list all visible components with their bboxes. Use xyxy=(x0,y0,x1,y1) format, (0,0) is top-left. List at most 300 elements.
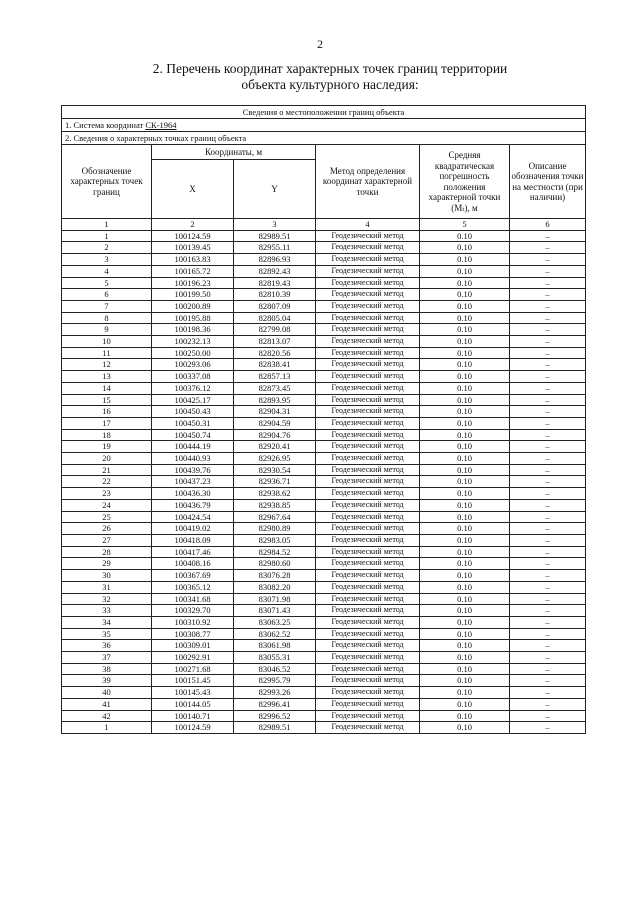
error-cell: 0.10 xyxy=(420,605,510,617)
error-cell: 0.10 xyxy=(420,359,510,371)
table-row xyxy=(62,371,586,383)
table-row xyxy=(62,441,586,453)
point-id-cell: 33 xyxy=(62,605,152,617)
y-coordinate-cell: 82980.60 xyxy=(234,558,316,570)
method-cell: Геодезический метод xyxy=(316,441,420,453)
x-coordinate-cell: 100337.08 xyxy=(152,371,234,383)
error-cell: 0.10 xyxy=(420,663,510,675)
method-cell: Геодезический метод xyxy=(316,605,420,617)
table-row xyxy=(62,640,586,652)
x-coordinate-cell: 100310.92 xyxy=(152,616,234,628)
point-id-cell: 11 xyxy=(62,347,152,359)
x-coordinate-cell: 100444.19 xyxy=(152,441,234,453)
error-cell: 0.10 xyxy=(420,488,510,500)
x-coordinate-cell: 100163.83 xyxy=(152,254,234,266)
x-coordinate-cell: 100450.74 xyxy=(152,429,234,441)
description-cell: – xyxy=(510,242,586,254)
error-cell: 0.10 xyxy=(420,441,510,453)
method-cell: Геодезический метод xyxy=(316,558,420,570)
error-cell: 0.10 xyxy=(420,429,510,441)
table-row xyxy=(62,429,586,441)
description-cell: – xyxy=(510,277,586,289)
header-method: Метод определения координат характерной точки xyxy=(316,145,420,219)
y-coordinate-cell: 82955.11 xyxy=(234,242,316,254)
table-row xyxy=(62,710,586,722)
method-cell: Геодезический метод xyxy=(316,371,420,383)
table-row xyxy=(62,382,586,394)
method-cell: Геодезический метод xyxy=(316,698,420,710)
error-cell: 0.10 xyxy=(420,277,510,289)
x-coordinate-cell: 100419.02 xyxy=(152,523,234,535)
y-coordinate-cell: 83055.31 xyxy=(234,652,316,664)
x-coordinate-cell: 100418.09 xyxy=(152,534,234,546)
error-cell: 0.10 xyxy=(420,546,510,558)
header-y: Y xyxy=(234,160,316,219)
y-coordinate-cell: 82810.39 xyxy=(234,289,316,301)
method-cell: Геодезический метод xyxy=(316,300,420,312)
table-row xyxy=(62,663,586,675)
method-cell: Геодезический метод xyxy=(316,628,420,640)
x-coordinate-cell: 100436.79 xyxy=(152,499,234,511)
table-row xyxy=(62,488,586,500)
method-cell: Геодезический метод xyxy=(316,546,420,558)
heading-line-2: объекта культурного наследия: xyxy=(241,77,419,92)
description-cell: – xyxy=(510,394,586,406)
description-cell: – xyxy=(510,616,586,628)
y-coordinate-cell: 82983.05 xyxy=(234,534,316,546)
table-row xyxy=(62,675,586,687)
table-row xyxy=(62,558,586,570)
method-cell: Геодезический метод xyxy=(316,616,420,628)
table-row xyxy=(62,534,586,546)
x-coordinate-cell: 100308.77 xyxy=(152,628,234,640)
method-cell: Геодезический метод xyxy=(316,534,420,546)
table-row xyxy=(62,265,586,277)
y-coordinate-cell: 82813.07 xyxy=(234,336,316,348)
x-coordinate-cell: 100151.45 xyxy=(152,675,234,687)
method-cell: Геодезический метод xyxy=(316,523,420,535)
y-coordinate-cell: 83082.20 xyxy=(234,581,316,593)
error-cell: 0.10 xyxy=(420,312,510,324)
coordinate-system xyxy=(62,119,586,132)
point-id-cell: 21 xyxy=(62,464,152,476)
x-coordinate-cell: 100425.17 xyxy=(152,394,234,406)
point-id-cell: 37 xyxy=(62,652,152,664)
y-coordinate-cell: 83071.98 xyxy=(234,593,316,605)
point-id-cell: 13 xyxy=(62,371,152,383)
point-id-cell: 1 xyxy=(62,722,152,734)
y-coordinate-cell: 82989.51 xyxy=(234,722,316,734)
error-cell: 0.10 xyxy=(420,652,510,664)
y-coordinate-cell: 83076.28 xyxy=(234,570,316,582)
method-cell: Геодезический метод xyxy=(316,593,420,605)
point-id-cell: 9 xyxy=(62,324,152,336)
description-cell: – xyxy=(510,429,586,441)
y-coordinate-cell: 82984.52 xyxy=(234,546,316,558)
error-cell: 0.10 xyxy=(420,300,510,312)
table-row xyxy=(62,523,586,535)
x-coordinate-cell: 100450.43 xyxy=(152,406,234,418)
table-row xyxy=(62,277,586,289)
method-cell: Геодезический метод xyxy=(316,687,420,699)
error-cell: 0.10 xyxy=(420,324,510,336)
y-coordinate-cell: 82980.89 xyxy=(234,523,316,535)
method-cell: Геодезический метод xyxy=(316,570,420,582)
point-id-cell: 25 xyxy=(62,511,152,523)
error-cell: 0.10 xyxy=(420,616,510,628)
method-cell: Геодезический метод xyxy=(316,675,420,687)
column-numbers-row xyxy=(62,219,586,231)
x-coordinate-cell: 100292.91 xyxy=(152,652,234,664)
error-cell: 0.10 xyxy=(420,675,510,687)
point-id-cell: 16 xyxy=(62,406,152,418)
point-id-cell: 30 xyxy=(62,570,152,582)
method-cell: Геодезический метод xyxy=(316,242,420,254)
x-coordinate-cell: 100124.59 xyxy=(152,230,234,242)
table-row xyxy=(62,581,586,593)
table-row xyxy=(62,230,586,242)
description-cell: – xyxy=(510,289,586,301)
method-cell: Геодезический метод xyxy=(316,265,420,277)
y-coordinate-cell: 82996.41 xyxy=(234,698,316,710)
error-cell: 0.10 xyxy=(420,722,510,734)
header-coordinates: Координаты, м xyxy=(152,145,316,160)
point-id-cell: 36 xyxy=(62,640,152,652)
table-row xyxy=(62,464,586,476)
method-cell: Геодезический метод xyxy=(316,277,420,289)
error-cell: 0.10 xyxy=(420,581,510,593)
point-id-cell: 28 xyxy=(62,546,152,558)
method-cell: Геодезический метод xyxy=(316,488,420,500)
table-row xyxy=(62,359,586,371)
column-number: 2 xyxy=(152,219,234,231)
column-number: 6 xyxy=(510,219,586,231)
description-cell: – xyxy=(510,359,586,371)
table-row xyxy=(62,698,586,710)
description-cell: – xyxy=(510,675,586,687)
point-id-cell: 15 xyxy=(62,394,152,406)
description-cell: – xyxy=(510,523,586,535)
point-id-cell: 2 xyxy=(62,242,152,254)
y-coordinate-cell: 83046.52 xyxy=(234,663,316,675)
error-cell: 0.10 xyxy=(420,382,510,394)
point-id-cell: 38 xyxy=(62,663,152,675)
y-coordinate-cell: 82904.76 xyxy=(234,429,316,441)
method-cell: Геодезический метод xyxy=(316,499,420,511)
table-row xyxy=(62,499,586,511)
point-id-cell: 41 xyxy=(62,698,152,710)
point-id-cell: 26 xyxy=(62,523,152,535)
method-cell: Геодезический метод xyxy=(316,511,420,523)
description-cell: – xyxy=(510,710,586,722)
y-coordinate-cell: 82819.43 xyxy=(234,277,316,289)
table-row xyxy=(62,570,586,582)
description-cell: – xyxy=(510,300,586,312)
description-cell: – xyxy=(510,464,586,476)
y-coordinate-cell: 83063.25 xyxy=(234,616,316,628)
point-id-cell: 3 xyxy=(62,254,152,266)
y-coordinate-cell: 82857.13 xyxy=(234,371,316,383)
description-cell: – xyxy=(510,441,586,453)
description-cell: – xyxy=(510,534,586,546)
method-cell: Геодезический метод xyxy=(316,429,420,441)
x-coordinate-cell: 100140.71 xyxy=(152,710,234,722)
error-cell: 0.10 xyxy=(420,523,510,535)
error-cell: 0.10 xyxy=(420,347,510,359)
x-coordinate-cell: 100309.01 xyxy=(152,640,234,652)
y-coordinate-cell: 82930.54 xyxy=(234,464,316,476)
x-coordinate-cell: 100437.23 xyxy=(152,476,234,488)
table-row xyxy=(62,394,586,406)
method-cell: Геодезический метод xyxy=(316,382,420,394)
table-row xyxy=(62,605,586,617)
y-coordinate-cell: 83061.98 xyxy=(234,640,316,652)
y-coordinate-cell: 82896.93 xyxy=(234,254,316,266)
description-cell: – xyxy=(510,628,586,640)
x-coordinate-cell: 100439.76 xyxy=(152,464,234,476)
point-id-cell: 27 xyxy=(62,534,152,546)
y-coordinate-cell: 82873.45 xyxy=(234,382,316,394)
method-cell: Геодезический метод xyxy=(316,394,420,406)
y-coordinate-cell: 82936.71 xyxy=(234,476,316,488)
description-cell: – xyxy=(510,347,586,359)
point-id-cell: 5 xyxy=(62,277,152,289)
point-id-cell: 6 xyxy=(62,289,152,301)
x-coordinate-cell: 100424.54 xyxy=(152,511,234,523)
method-cell: Геодезический метод xyxy=(316,453,420,465)
error-cell: 0.10 xyxy=(420,394,510,406)
y-coordinate-cell: 82904.59 xyxy=(234,417,316,429)
error-cell: 0.10 xyxy=(420,406,510,418)
x-coordinate-cell: 100341.68 xyxy=(152,593,234,605)
description-cell: – xyxy=(510,722,586,734)
point-id-cell: 17 xyxy=(62,417,152,429)
y-coordinate-cell: 82893.95 xyxy=(234,394,316,406)
table-row xyxy=(62,300,586,312)
point-id-cell: 8 xyxy=(62,312,152,324)
method-cell: Геодезический метод xyxy=(316,722,420,734)
y-coordinate-cell: 82995.79 xyxy=(234,675,316,687)
table-row xyxy=(62,254,586,266)
point-id-cell: 20 xyxy=(62,453,152,465)
point-id-cell: 1 xyxy=(62,230,152,242)
page-number: 2 xyxy=(317,37,323,51)
description-cell: – xyxy=(510,488,586,500)
point-id-cell: 12 xyxy=(62,359,152,371)
description-cell: – xyxy=(510,312,586,324)
error-cell: 0.10 xyxy=(420,558,510,570)
error-cell: 0.10 xyxy=(420,511,510,523)
table-row xyxy=(62,242,586,254)
coordinates-table xyxy=(61,105,586,734)
x-coordinate-cell: 100367.69 xyxy=(152,570,234,582)
y-coordinate-cell: 83071.43 xyxy=(234,605,316,617)
method-cell: Геодезический метод xyxy=(316,476,420,488)
x-coordinate-cell: 100293.06 xyxy=(152,359,234,371)
table-row xyxy=(62,417,586,429)
description-cell: – xyxy=(510,406,586,418)
x-coordinate-cell: 100408.16 xyxy=(152,558,234,570)
table-row xyxy=(62,336,586,348)
column-number: 4 xyxy=(316,219,420,231)
x-coordinate-cell: 100417.46 xyxy=(152,546,234,558)
table-row xyxy=(62,687,586,699)
error-cell: 0.10 xyxy=(420,534,510,546)
method-cell: Геодезический метод xyxy=(316,289,420,301)
error-cell: 0.10 xyxy=(420,254,510,266)
x-coordinate-cell: 100198.36 xyxy=(152,324,234,336)
description-cell: – xyxy=(510,324,586,336)
x-coordinate-cell: 100436.30 xyxy=(152,488,234,500)
point-id-cell: 7 xyxy=(62,300,152,312)
description-cell: – xyxy=(510,230,586,242)
point-id-cell: 34 xyxy=(62,616,152,628)
x-coordinate-cell: 100124.59 xyxy=(152,722,234,734)
error-cell: 0.10 xyxy=(420,417,510,429)
table-row xyxy=(62,406,586,418)
x-coordinate-cell: 100232.13 xyxy=(152,336,234,348)
table-row xyxy=(62,476,586,488)
table-row xyxy=(62,628,586,640)
table-row xyxy=(62,453,586,465)
method-cell: Геодезический метод xyxy=(316,230,420,242)
description-cell: – xyxy=(510,265,586,277)
error-cell: 0.10 xyxy=(420,628,510,640)
y-coordinate-cell: 82820.56 xyxy=(234,347,316,359)
error-cell: 0.10 xyxy=(420,265,510,277)
header-description: Описание обозначения точки на местности (при наличии) xyxy=(510,145,586,219)
x-coordinate-cell: 100271.68 xyxy=(152,663,234,675)
error-cell: 0.10 xyxy=(420,453,510,465)
error-cell: 0.10 xyxy=(420,698,510,710)
description-cell: – xyxy=(510,371,586,383)
error-cell: 0.10 xyxy=(420,464,510,476)
header-point: Обозначение характерных точек границ xyxy=(62,145,152,219)
table-row xyxy=(62,652,586,664)
y-coordinate-cell: 82938.62 xyxy=(234,488,316,500)
table-row xyxy=(62,722,586,734)
method-cell: Геодезический метод xyxy=(316,581,420,593)
header-x: X xyxy=(152,160,234,219)
y-coordinate-cell: 82938.85 xyxy=(234,499,316,511)
method-cell: Геодезический метод xyxy=(316,324,420,336)
description-cell: – xyxy=(510,511,586,523)
column-number: 5 xyxy=(420,219,510,231)
coordinate-system-name: СК-1964 xyxy=(145,119,177,130)
y-coordinate-cell: 82926.95 xyxy=(234,453,316,465)
y-coordinate-cell: 82892.43 xyxy=(234,265,316,277)
x-coordinate-cell: 100329.70 xyxy=(152,605,234,617)
point-id-cell: 14 xyxy=(62,382,152,394)
description-cell: – xyxy=(510,558,586,570)
section-points-info: 2. Сведения о характерных точках границ объекта xyxy=(62,132,586,145)
description-cell: – xyxy=(510,570,586,582)
table-row xyxy=(62,616,586,628)
method-cell: Геодезический метод xyxy=(316,359,420,371)
error-cell: 0.10 xyxy=(420,710,510,722)
x-coordinate-cell: 100165.72 xyxy=(152,265,234,277)
y-coordinate-cell: 82807.09 xyxy=(234,300,316,312)
description-cell: – xyxy=(510,605,586,617)
description-cell: – xyxy=(510,652,586,664)
description-cell: – xyxy=(510,382,586,394)
description-cell: – xyxy=(510,687,586,699)
y-coordinate-cell: 83062.52 xyxy=(234,628,316,640)
description-cell: – xyxy=(510,698,586,710)
error-cell: 0.10 xyxy=(420,640,510,652)
description-cell: – xyxy=(510,581,586,593)
method-cell: Геодезический метод xyxy=(316,312,420,324)
point-id-cell: 31 xyxy=(62,581,152,593)
y-coordinate-cell: 82996.52 xyxy=(234,710,316,722)
y-coordinate-cell: 82993.26 xyxy=(234,687,316,699)
point-id-cell: 39 xyxy=(62,675,152,687)
method-cell: Геодезический метод xyxy=(316,652,420,664)
y-coordinate-cell: 82805.04 xyxy=(234,312,316,324)
x-coordinate-cell: 100365.12 xyxy=(152,581,234,593)
heading-line-1: 2. Перечень координат характерных точек границ территории xyxy=(152,61,508,76)
column-number: 3 xyxy=(234,219,316,231)
method-cell: Геодезический метод xyxy=(316,406,420,418)
error-cell: 0.10 xyxy=(420,230,510,242)
method-cell: Геодезический метод xyxy=(316,254,420,266)
point-id-cell: 40 xyxy=(62,687,152,699)
table-row xyxy=(62,347,586,359)
point-id-cell: 32 xyxy=(62,593,152,605)
point-id-cell: 35 xyxy=(62,628,152,640)
description-cell: – xyxy=(510,593,586,605)
x-coordinate-cell: 100195.88 xyxy=(152,312,234,324)
point-id-cell: 42 xyxy=(62,710,152,722)
x-coordinate-cell: 100440.93 xyxy=(152,453,234,465)
x-coordinate-cell: 100145.43 xyxy=(152,687,234,699)
x-coordinate-cell: 100376.12 xyxy=(152,382,234,394)
method-cell: Геодезический метод xyxy=(316,663,420,675)
x-coordinate-cell: 100139.45 xyxy=(152,242,234,254)
method-cell: Геодезический метод xyxy=(316,710,420,722)
point-id-cell: 22 xyxy=(62,476,152,488)
error-cell: 0.10 xyxy=(420,570,510,582)
method-cell: Геодезический метод xyxy=(316,417,420,429)
y-coordinate-cell: 82799.08 xyxy=(234,324,316,336)
error-cell: 0.10 xyxy=(420,242,510,254)
method-cell: Геодезический метод xyxy=(316,347,420,359)
method-cell: Геодезический метод xyxy=(316,640,420,652)
point-id-cell: 4 xyxy=(62,265,152,277)
point-id-cell: 19 xyxy=(62,441,152,453)
description-cell: – xyxy=(510,663,586,675)
method-cell: Геодезический метод xyxy=(316,464,420,476)
coordinate-system-prefix: 1. Система координат xyxy=(65,119,146,130)
y-coordinate-cell: 82904.31 xyxy=(234,406,316,418)
x-coordinate-cell: 100199.50 xyxy=(152,289,234,301)
description-cell: – xyxy=(510,453,586,465)
point-id-cell: 24 xyxy=(62,499,152,511)
document-heading xyxy=(100,61,560,93)
x-coordinate-cell: 100200.89 xyxy=(152,300,234,312)
description-cell: – xyxy=(510,640,586,652)
error-cell: 0.10 xyxy=(420,687,510,699)
header-error: Средняя квадратическая погрешность положения характерной точки (Mₜ), м xyxy=(420,145,510,219)
y-coordinate-cell: 82838.41 xyxy=(234,359,316,371)
error-cell: 0.10 xyxy=(420,593,510,605)
description-cell: – xyxy=(510,417,586,429)
point-id-cell: 10 xyxy=(62,336,152,348)
point-id-cell: 29 xyxy=(62,558,152,570)
table-row xyxy=(62,511,586,523)
x-coordinate-cell: 100144.05 xyxy=(152,698,234,710)
x-coordinate-cell: 100450.31 xyxy=(152,417,234,429)
